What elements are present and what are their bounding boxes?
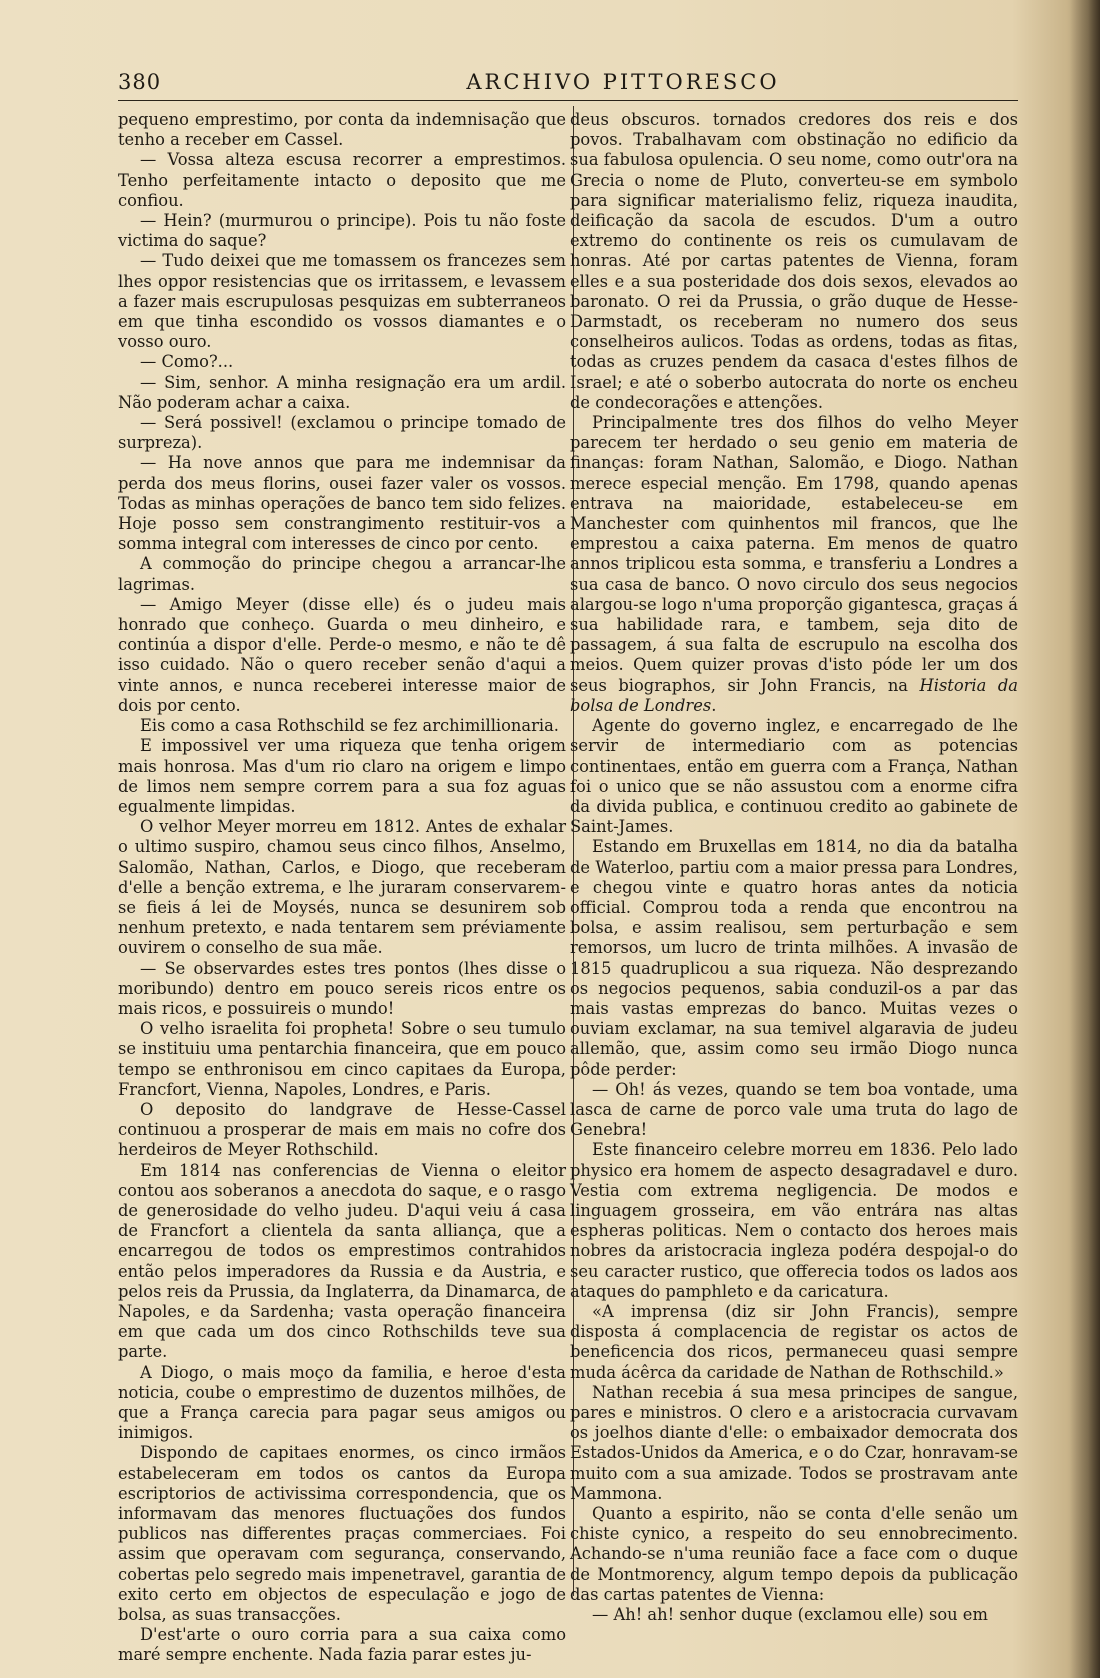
paragraph: — Hein? (murmurou o principe). Pois tu não foste victima do saque? <box>118 211 566 251</box>
header-rule <box>118 100 1018 101</box>
paragraph: — Ha nove annos que para me indemnisar da perda dos meus florins, ousei fazer valer os vossos. Todas as minhas operações de banco tem sido felizes. Hoje posso sem constrangimento restituir-vos a somma integral com interesses de cinco por cento. <box>118 453 566 554</box>
paragraph: O velhor Meyer morreu em 1812. Antes de exhalar o ultimo suspiro, chamou seus cinco filhos, Anselmo, Salomão, Nathan, Carlos, e Diogo, que receberam d'elle a benção extrema, e lhe juraram conservarem-se fieis á lei de Moysés, nunca se desunirem sob nenhum pretexto, e nada tentarem sem préviamente ouvirem o conselho de sua mãe. <box>118 817 566 958</box>
paragraph: O deposito do landgrave de Hesse-Cassel continuou a prosperar de mais em mais no cofre dos herdeiros de Meyer Rothschild. <box>118 1099 566 1160</box>
paragraph: — Oh! ás vezes, quando se tem boa vontade, uma lasca de carne de porco vale uma truta do lago de Genebra! <box>570 1079 1018 1140</box>
paragraph: «A imprensa (diz sir John Francis), sempre disposta á complacencia de registar os actos de beneficencia dos ricos, permaneceu quasi sempre muda ácêrca da caridade de Nathan de Rothschild.» <box>570 1301 1018 1382</box>
paragraph: E impossivel ver uma riqueza que tenha origem mais honrosa. Mas d'um rio claro na origem e limpo de limos nem sempre correm para a sua foz aguas egualmente limpidas. <box>118 736 566 816</box>
paragraph: Agente do governo inglez, e encarregado de lhe servir de intermediario com as potencias continentaes, então em guerra com a França, Nathan foi o unico que se não assustou com a enorme cifra da divida publica, e continuou credito ao gabinete de Saint-James. <box>570 716 1018 837</box>
binding-shadow <box>1070 0 1100 1678</box>
left-column <box>118 110 566 1666</box>
page-number: 380 <box>118 70 162 94</box>
paragraph: A commoção do principe chegou a arrancar-lhe lagrimas. <box>118 554 566 594</box>
right-column <box>570 110 1018 1625</box>
paragraph: — Vossa alteza escusa recorrer a emprestimos. Tenho perfeitamente intacto o deposito que me confiou. <box>118 150 566 210</box>
paragraph: Quanto a espirito, não se conta d'elle senão um chiste cynico, a respeito do seu ennobrecimento. Achando-se n'uma reunião face a face com o duque de Montmorency, algum tempo depois da publicação das cartas patentes de Vienna: <box>570 1504 1018 1604</box>
paragraph: A Diogo, o mais moço da familia, e heroe d'esta noticia, coube o emprestimo de duzentos milhões, de que a França carecia para pagar seus amigos ou inimigos. <box>118 1362 566 1443</box>
paragraph: Principalmente tres dos filhos do velho Meyer parecem ter herdado o seu genio em materia de finanças: foram Nathan, Salomão, e Diogo. Nathan merece especial menção. Em 1798, quando apenas entrava na maioridade, estabeleceu-se em Manchester com quinhentos mil francos, que lhe emprestou a caixa paterna. Em menos de quatro annos triplicou esta somma, e transferiu a Londres a sua casa de banco. O novo circulo dos seus negocios alargou-se logo n'uma proporção gigantesca, graças á sua habilidade rara, e tambem, seja dito de passagem, á sua falta de escrupulo na escolha dos meios. Quem quizer provas d'isto póde ler um dos seus biographos, sir John Francis, na Historia da bolsa de Londres. <box>570 413 1019 715</box>
paragraph: Dispondo de capitaes enormes, os cinco irmãos estabeleceram em todos os cantos da Europa escriptorios de activissima correspondencia, que os informavam das menores fluctuações dos fundos publicos nas differentes praças commerciaes. Foi assim que operavam com segurança, conservando, cobertas pelo segredo mais impenetravel, garantia de exito certo em objectos de especulação e jogo de bolsa, as suas transacções. <box>118 1443 566 1625</box>
paragraph: Eis como a casa Rothschild se fez archimillionaria. <box>140 716 559 736</box>
running-title: ARCHIVO PITTORESCO <box>466 70 780 94</box>
paragraph: — Ah! ah! senhor duque (exclamou elle) sou em <box>592 1605 988 1625</box>
paragraph: — Sim, senhor. A minha resignação era um ardil. Não poderam achar a caixa. <box>118 372 566 412</box>
paragraph: Em 1814 nas conferencias de Vienna o eleitor contou aos soberanos a anecdota do saque, e o rasgo de generosidade do velho judeu. D'aqui veiu á casa de Francfort a clientela da santa alliança, que a encarregou de todos os emprestimos contrahidos então pelos imperadores da Russia e da Austria, e pelos reis da Prussia, da Inglaterra, da Dinamarca, de Napoles, e da Sardenha; vasta operação financeira em que cada um dos cinco Rothschilds teve sua parte. <box>118 1160 566 1362</box>
paragraph: Estando em Bruxellas em 1814, no dia da batalha de Waterloo, partiu com a maior pressa para Londres, e chegou vinte e quatro horas antes da noticia official. Comprou toda a renda que encontrou na bolsa, e assim realisou, sem perturbação e sem remorsos, um lucro de trinta milhões. A invasão de 1815 quadruplicou a sua riqueza. Não desprezando os negocios pequenos, sabia conduzil-os a par das mais vastas emprezas do banco. Muitas vezes o ouviam exclamar, na sua temivel algaravia de judeu allemão, que, assim como seu irmão Diogo nunca pôde perder: <box>570 837 1018 1079</box>
paragraph: D'est'arte o ouro corria para a sua caixa como maré sempre enchente. Nada fazia parar estes ju- <box>118 1625 566 1665</box>
paragraph: Este financeiro celebre morreu em 1836. Pelo lado physico era homem de aspecto desagradavel e duro. Vestia com extrema negligencia. De modos e linguagem grosseira, em vão entrára nas altas espheras politicas. Nem o contacto dos heroes mais nobres da aristocracia ingleza podéra despojal-o do seu caracter rustico, que offerecia todos os lados aos ataques do pamphleto e da caricatura. <box>570 1140 1018 1301</box>
paragraph: — Se observardes estes tres pontos (lhes disse o moribundo) dentro em pouco sereis ricos entre os mais ricos, e possuireis o mundo! <box>118 958 566 1018</box>
paragraph: — Amigo Meyer (disse elle) és o judeu mais honrado que conheço. Guarda o meu dinheiro, e continúa a dispor d'elle. Perde-o mesmo, e não te dê isso cuidado. Não o quero receber senão d'aqui a vinte annos, e nunca receberei interesse maior de dois por cento. <box>118 594 566 715</box>
paragraph: O velho israelita foi propheta! Sobre o seu tumulo se instituiu uma pentarchia financeira, que em pouco tempo se enthronisou em cinco capitaes da Europa, Francfort, Vienna, Napoles, Londres, e Paris. <box>118 1019 566 1099</box>
paragraph: pequeno emprestimo, por conta da indemnisação que tenho a receber em Cassel. <box>118 110 566 150</box>
paragraph: — Será possivel! (exclamou o principe tomado de surpreza). <box>118 413 566 453</box>
paragraph: — Como?... <box>140 352 234 372</box>
paragraph: Nathan recebia á sua mesa principes de sangue, pares e ministros. O clero e a aristocracia curvavam os joelhos diante d'elle: o embaixador democrata dos Estados-Unidos da America, e o do Czar, honravam-se muito com a sua amizade. Todos se prostravam ante Mammona. <box>570 1382 1018 1503</box>
page-header <box>118 70 1018 98</box>
paragraph: — Tudo deixei que me tomassem os francezes sem lhes oppor resistencias que os irritassem, e levassem a fazer mais escrupulosas pesquizas em subterraneos em que tinha escondido os vossos diamantes e o vosso ouro. <box>118 251 566 352</box>
paragraph: deus obscuros. tornados credores dos reis e dos povos. Trabalhavam com obstinação no edificio da sua fabulosa opulencia. O seu nome, como outr'ora na Grecia o nome de Pluto, converteu-se em symbolo para significar materialismo feliz, riqueza inaudita, deificação da sacola de escudos. D'um a outro extremo do continente os reis os cumulavam de honras. Até por cartas patentes de Vienna, foram elles e a sua posteridade dos dois sexos, elevados ao baronato. O rei da Prussia, o grão duque de Hesse-Darmstadt, os receberam no numero dos seus conselheiros aulicos. Todas as ordens, todas as fitas, todas as cruzes pendem da casaca d'estes filhos de Israel; e até o soberbo autocrata do norte os encheu de condecorações e attenções. <box>570 110 1019 412</box>
book-title: Historia da bolsa de Londres <box>570 675 1019 715</box>
